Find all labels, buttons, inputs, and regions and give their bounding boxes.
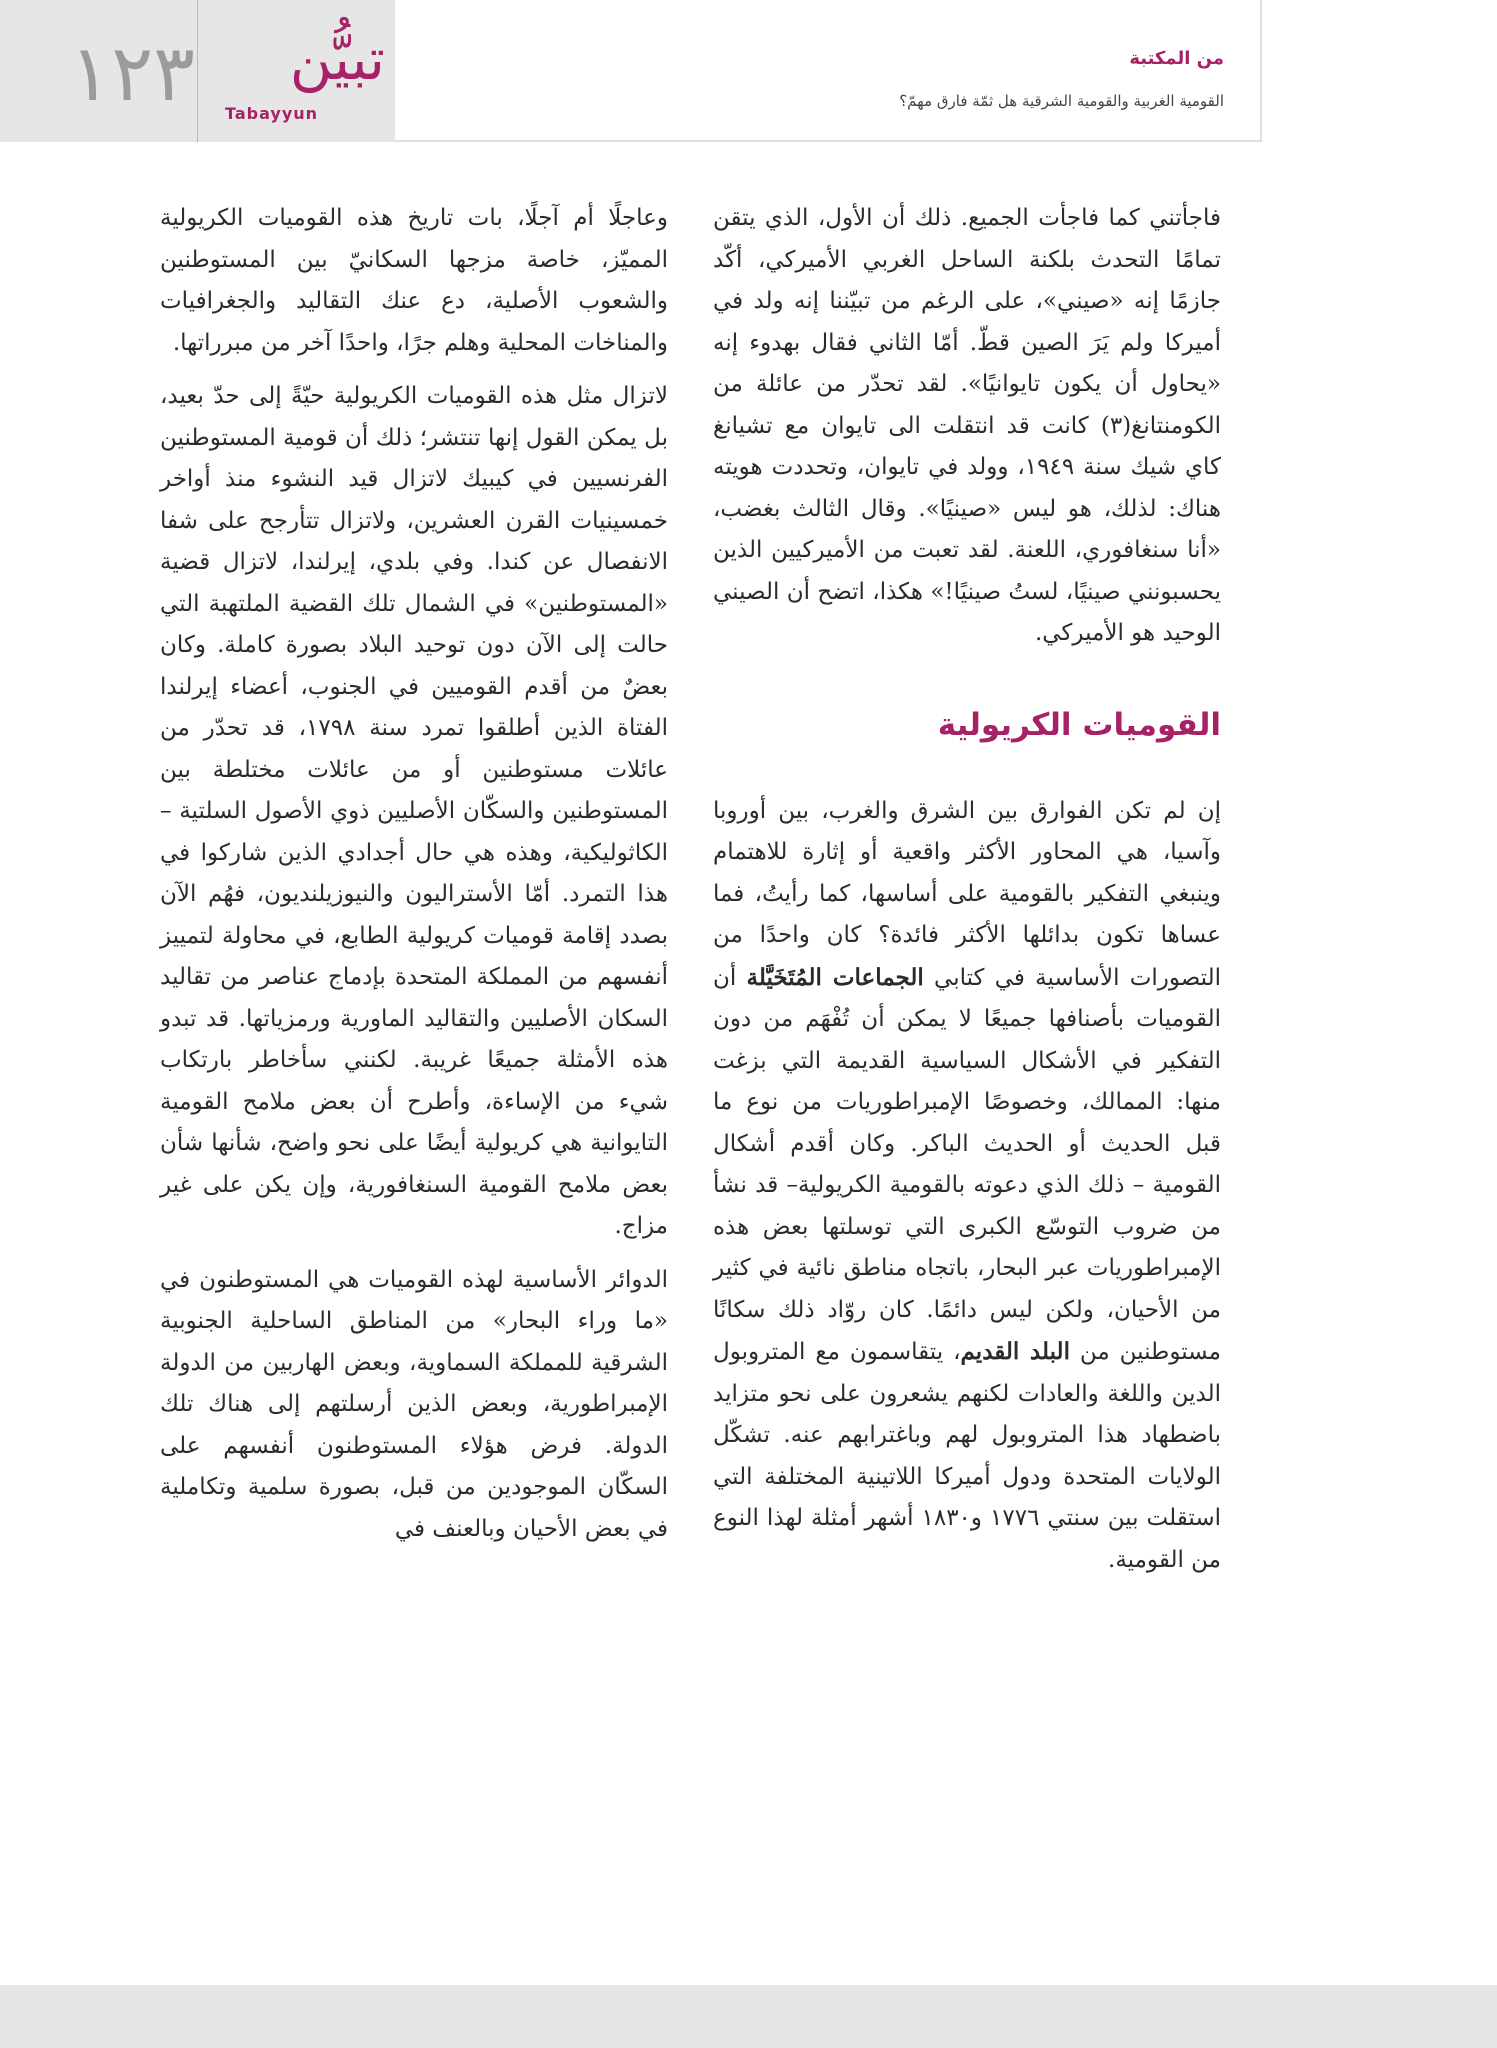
header-rule-vertical <box>1260 0 1262 142</box>
paragraph: الدوائر الأساسية لهذه القوميات هي المستوطنون في «ما وراء البحار» من المناطق الساحلية الجنوبية الشرقية للمملكة السماوية، وبعض الهاربين من الدولة الإمبراطورية، وبعض الذين أرسلتهم إلى هناك تلك الدولة. فرض هؤلاء المستوطنون أنفسهم على السكّان الموجودين من قبل، بصورة سلمية وتكاملية في بعض الأحيان وبالعنف في <box>160 1266 668 1542</box>
page-number: ١٢٣ <box>69 29 195 119</box>
header-divider <box>197 0 198 142</box>
header-left-panel <box>0 0 395 142</box>
paragraph-text: ، يتقاسمون مع المتروبول الدين واللغة والعادات لكنهم يشعرون على نحو متزايد باضطهاد هذا المتروبول لهم وباغترابهم عنه. تشكّل الولايات المتحدة ودول أميركا اللاتينية المختلفة التي استقلت بين سنتي ١٧٧٦ و١٨٣٠ أشهر أمثلة لهذا النوع من القومية. <box>713 1339 1221 1573</box>
magazine-logo <box>215 20 385 132</box>
paragraph-text: إن لم تكن الفوارق بين الشرق والغرب، بين أوروبا وآسيا، هي المحاور الأكثر واقعية أو إثارة للاهتمام وينبغي التفكير بالقومية على أساسها، كما رأيتُ، فما عساها تكون بدائلها الأكثر فائدة؟ كان واحدًا من التصورات الأساسية في كتابي <box>713 797 1222 991</box>
paragraph-text: أن القوميات بأصنافها جميعًا لا يمكن أن تُفْهَم من دون التفكير في الأشكال السياسية القديمة التي بزغت منها: الممالك، وخصوصًا الإمبراطوريات من نوع ما قبل الحديث أو الحديث الباكر. وكان أقدم أشكال القومية – ذلك الذي دعوته بالقومية الكريولية– قد نشأ من ضروب التوسّع الكبرى التي توسلتها بعض هذه الإمبراطوريات عبر البحار، باتجاه مناطق نائية في كثير من الأحيان، ولكن ليس دائمًا. كان روّاد ذلك سكانًا مستوطنين من <box>713 964 1221 1365</box>
running-title: القومية الغربية والقومية الشرقية هل ثمّة فارق مهمّ؟ <box>899 92 1224 110</box>
text-column-left <box>160 198 668 1562</box>
emphasis-old-country: البلد القديم <box>960 1338 1070 1365</box>
paragraph: وعاجلًا أم آجلًا، بات تاريخ هذه القوميات الكريولية المميّز، خاصة مزجها السكانيّ بين المستوطنين والشعوب الأصلية، دع عنك التقاليد والجغرافيات والمناخات المحلية وهلم جرًا، واحدًا آخر من مبرراتها. <box>160 205 668 356</box>
section-heading: القوميات الكريولية <box>937 706 1221 743</box>
book-title: الجماعات المُتَخَيَّلة <box>746 963 924 991</box>
paragraph: فاجأتني كما فاجأت الجميع. ذلك أن الأول، الذي يتقن تمامًا التحدث بلكنة الساحل الغربي الأميركي، أكّد جازمًا إنه «صيني»، على الرغم من تبيّننا إنه ولد في أميركا ولم يَرَ الصين قطّ. أمّا الثاني فقال بهدوء إنه «يحاول أن يكون تايوانيًا». لقد تحدّر من عائلة من الكومنتانغ(٣) كانت قد انتقلت الى تايوان مع تشيانغ كاي شيك سنة ١٩٤٩، وولد في تايوان، وتحددت هويته هناك: لذلك، هو ليس «صينيًا». وقال الثالث بغضب، «أنا سنغافوري، اللعنة. لقد تعبت من الأميركيين الذين يحسبونني صينيًا، لستُ صينيًا!» هكذا، اتضح أن الصيني الوحيد هو الأميركي. <box>713 205 1221 646</box>
text-column-right <box>713 198 1221 1593</box>
paragraph: لاتزال مثل هذه القوميات الكريولية حيّةً إلى حدّ بعيد، بل يمكن القول إنها تنتشر؛ ذلك أن قومية المستوطنين الفرنسيين في كيبيك لاتزال قيد النشوء منذ أواخر خمسينيات القرن العشرين، ولاتزال تتأرجح على شفا الانفصال عن كندا. وفي بلدي، إيرلندا، لاتزال قضية «المستوطنين» في الشمال تلك القضية الملتهبة التي حالت إلى الآن دون توحيد البلاد بصورة كاملة. وكان بعضٌ من أقدم القوميين في الجنوب، أعضاء إيرلندا الفتاة الذين أطلقوا تمرد سنة ١٧٩٨، قد تحدّر من عائلات مستوطنين أو من عائلات مختلطة بين المستوطنين والسكّان الأصليين ذوي الأصول السلتية – الكاثوليكية، وهذه هي حال أجدادي الذين شاركوا في هذا التمرد. أمّا الأستراليون والنيوزيلنديون، فهُم الآن بصدد إقامة قوميات كريولية الطابع، في محاولة لتمييز أنفسهم من المملكة المتحدة بإدماج عناصر من تقاليد السكان الأصليين والتقاليد الماورية ورمزياتها. قد تبدو هذه الأمثلة جميعًا غريبة. لكنني سأخاطر بارتكاب شيء من الإساءة، وأطرح أن بعض ملامح القومية التايوانية هي كريولية أيضًا على نحو واضح، شأنها شأن بعض ملامح القومية السنغافورية، وإن يكن على غير مزاج. <box>160 383 669 1239</box>
paragraph <box>713 791 1221 1582</box>
logo-arabic: تبيُّن <box>289 25 385 93</box>
footer-band <box>0 1985 1497 2048</box>
section-label: من المكتبة <box>1129 48 1224 69</box>
header-rule-horizontal <box>395 140 1262 142</box>
logo-latin: Tabayyun <box>225 104 319 123</box>
